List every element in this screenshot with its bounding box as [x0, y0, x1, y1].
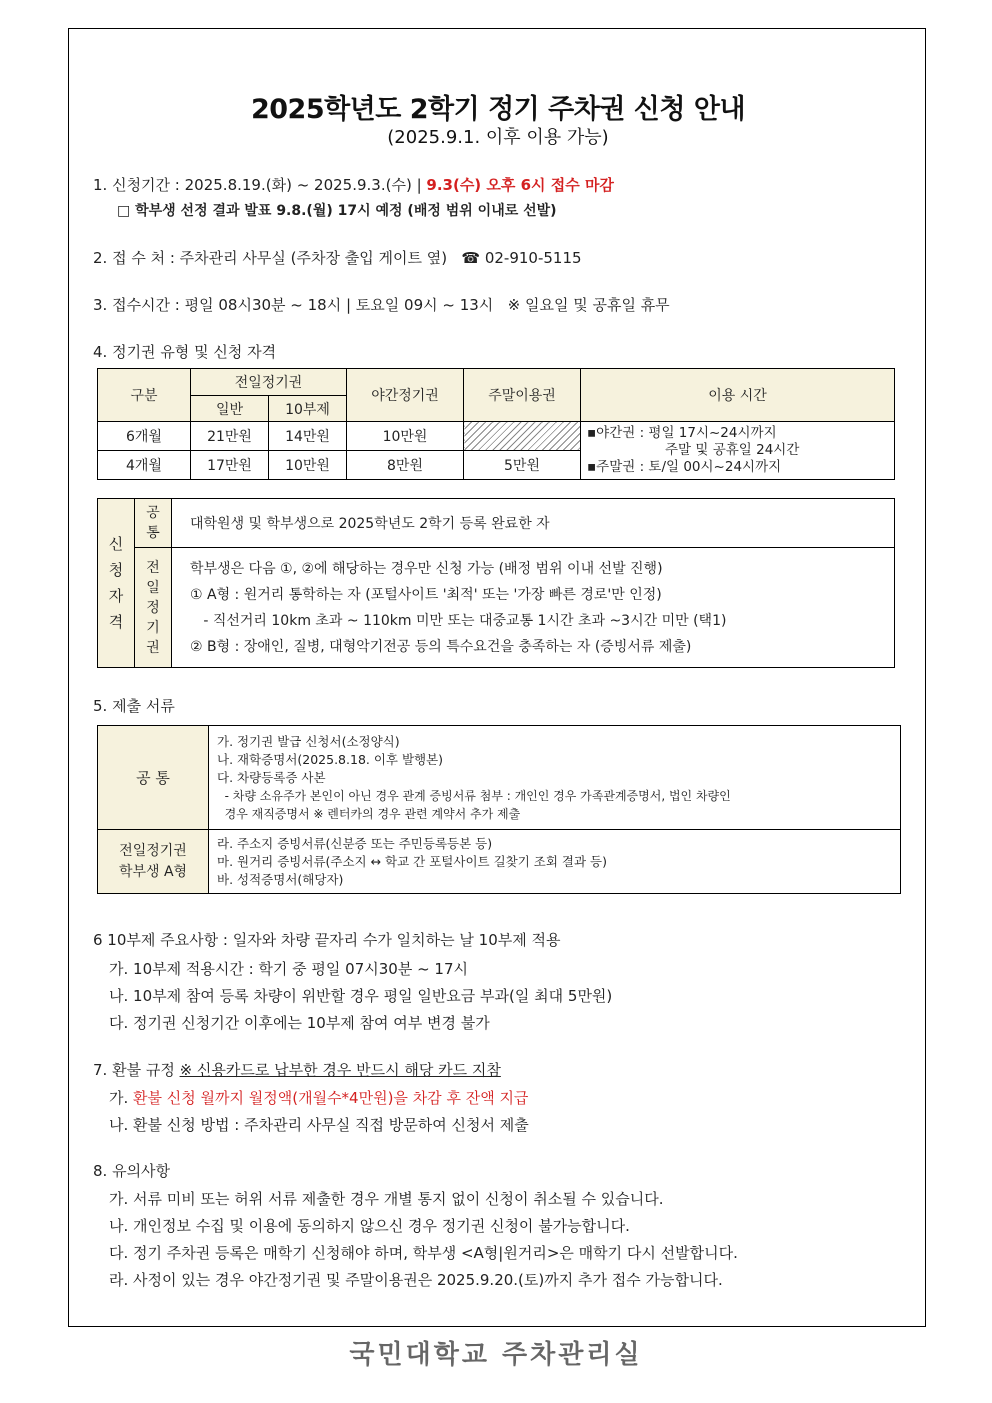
holiday-note: ※ 일요일 및 공휴일 휴무: [507, 296, 670, 314]
allday-qual-cell: [172, 548, 895, 668]
section-5-heading: 5. 제출 서류: [93, 697, 175, 715]
deadline-text: 9.3(수) 오후 6시 접수 마감: [426, 176, 614, 194]
docs-a-label: [98, 830, 209, 894]
qual-line-3: ② B형 : 장애인, 질병, 대형악기전공 등의 특수요건을 충족하는 자 (증빙서류 제출): [190, 638, 692, 655]
s8-item-3: 라. 사정이 있는 경우 야간정기권 및 주말이용권은 2025.9.20.(토)까지 추가 접수 가능합니다.: [109, 1271, 723, 1289]
s7-item-1: [109, 1087, 528, 1108]
section-3-hours: [93, 294, 670, 315]
allday-label: [135, 548, 172, 668]
section-4-heading: 4. 정기권 유형 및 신청 자격: [93, 343, 277, 361]
docs-common-cell: [209, 726, 901, 830]
row-4m-period: 4개월: [98, 451, 191, 480]
s6-item-1: 나. 10부제 참여 등록 차량이 위반할 경우 평일 일반요금 부과(일 최대 5만원): [109, 987, 613, 1005]
doc-a-item-1: 마. 원거리 증빙서류(주소지 ↔ 학교 간 포털사이트 길찾기 조회 결과 등): [217, 853, 607, 869]
col-time: 이용 시간: [581, 369, 895, 422]
section-2-office: [93, 247, 582, 268]
s8-item-0: 가. 서류 미비 또는 허위 서류 제출한 경우 개별 통지 없이 신청이 취소될 수 있습니다.: [109, 1190, 664, 1208]
allday-label-text: 전일정기권: [146, 559, 160, 656]
doc-item-2: 다. 차량등록증 사본: [217, 769, 326, 785]
qual-label: [98, 499, 135, 668]
row-4m-normal: 17만원: [191, 451, 269, 480]
s6-item-0: 가. 10부제 적용시간 : 학기 중 평일 07시30분 ~ 17시: [109, 960, 469, 978]
pass-price-table: [97, 368, 895, 480]
common-label: [135, 499, 172, 548]
page-title: 2025학년도 2학기 정기 주차권 신청 안내: [250, 94, 746, 125]
documents-table: [97, 725, 901, 894]
page-subtitle: (2025.9.1. 이후 이용 가능): [387, 127, 609, 148]
row-6m-normal: 21만원: [191, 422, 269, 451]
col-10bu: 10부제: [269, 396, 347, 422]
doc-a-item-2: 바. 성적증명서(해당자): [217, 871, 344, 887]
qual-line-0: 학부생은 다음 ①, ②에 해당하는 경우만 신청 가능 (배정 범위 이내 선발 진행): [190, 560, 663, 577]
common-qual-text: 대학원생 및 학부생으로 2025학년도 2학기 등록 완료한 자: [172, 499, 895, 548]
night-time: ▪야간권 : 평일 17시~24시까지: [587, 425, 777, 441]
s8-item-1: 나. 개인정보 수집 및 이용에 동의하지 않으신 경우 정기권 신청이 불가능합니다.: [109, 1217, 630, 1235]
s6-item-2: 다. 정기권 신청기간 이후에는 10부제 참여 여부 변경 불가: [109, 1014, 490, 1032]
qual-label-text: 신청자격: [108, 535, 124, 631]
docs-common-label: 공 통: [98, 726, 209, 830]
period-text: 1. 신청기간 : 2025.8.19.(화) ~ 2025.9.3.(수) |: [93, 176, 427, 194]
notice-frame: [68, 28, 926, 1327]
phone-number: ☎ 02-910-5115: [461, 249, 582, 267]
s7-item-2: 나. 환불 신청 방법 : 주차관리 사무실 직접 방문하여 신청서 제출: [109, 1116, 529, 1134]
docs-a-label-2: 학부생 A형: [118, 863, 188, 880]
docs-a-cell: [209, 830, 901, 894]
qual-line-2: - 직선거리 10km 초과 ~ 110km 미만 또는 대중교통 1시간 초과 ~3시간 미만 (택1): [190, 612, 727, 629]
s7-item-1-prefix: 가.: [109, 1089, 134, 1107]
doc-a-item-0: 라. 주소지 증빙서류(신분증 또는 주민등록등본 등): [217, 835, 493, 851]
refund-card-note: ※ 신용카드로 납부한 경우 반드시 해당 카드 지참: [179, 1061, 501, 1079]
qualification-table: [97, 498, 895, 668]
doc-item-0: 가. 정기권 발급 신청서(소정양식): [217, 733, 400, 749]
doc-item-1: 나. 재학증명서(2025.8.18. 이후 발행본): [217, 751, 444, 767]
refund-rule: 환불 신청 월까지 월정액(개월수*4만원)을 차감 후 잔액 지급: [133, 1089, 529, 1107]
docs-a-label-1: 전일정기권: [119, 842, 187, 859]
row-4m-weekend: 5만원: [464, 451, 581, 480]
doc-item-4: 경우 재직증명서 ※ 렌터카의 경우 관련 계약서 추가 제출: [217, 806, 521, 821]
section-6-heading: 6 10부제 주요사항 : 일자와 차량 끝자리 수가 일치하는 날 10부제 적용: [93, 931, 561, 949]
row-6m-period: 6개월: [98, 422, 191, 451]
refund-heading: 7. 환불 규정: [93, 1061, 180, 1079]
section-1-period: [93, 174, 614, 195]
doc-item-3: - 차량 소유주가 본인이 아닌 경우 관계 증빙서류 첨부 : 개인인 경우 가족관계증명서, 법인 차량인: [217, 788, 731, 803]
col-allday: 전일정기권: [191, 369, 347, 396]
weekend-time: ▪주말권 : 토/일 00시~24시까지: [587, 459, 782, 475]
col-normal: 일반: [191, 396, 269, 422]
hours-text: 3. 접수시간 : 평일 08시30분 ~ 18시 | 토요일 09시 ~ 13시: [93, 296, 494, 314]
section-8-heading: 8. 유의사항: [93, 1162, 171, 1180]
footer-org: 국민대학교 주차관리실: [349, 1340, 643, 1370]
row-4m-night: 8만원: [347, 451, 464, 480]
row-6m-10bu: 14만원: [269, 422, 347, 451]
col-night: 야간정기권: [347, 369, 464, 422]
common-label-text: 공통: [146, 505, 160, 541]
col-gubun: 구분: [98, 369, 191, 422]
qual-line-1: ① A형 : 원거리 통학하는 자 (포털사이트 '최적' 또는 '가장 빠른 경로'만 인정): [190, 586, 662, 603]
row-6m-night: 10만원: [347, 422, 464, 451]
row-6m-weekend-na: [464, 422, 581, 451]
col-weekend: 주말이용권: [464, 369, 581, 422]
office-text: 2. 접 수 처 : 주차관리 사무실 (주차장 출입 게이트 옆): [93, 249, 448, 267]
night-weekend-time: 주말 및 공휴일 24시간: [665, 442, 800, 458]
result-note: □ 학부생 선정 결과 발표 9.8.(월) 17시 예정 (배정 범위 이내로 선발): [117, 203, 557, 219]
s8-item-2: 다. 정기 주차권 등록은 매학기 신청해야 하며, 학부생 <A형|원거리>은 매학기 다시 선발합니다.: [109, 1244, 738, 1262]
row-4m-10bu: 10만원: [269, 451, 347, 480]
usage-time-cell: [581, 422, 895, 480]
section-7-heading: [93, 1059, 501, 1080]
